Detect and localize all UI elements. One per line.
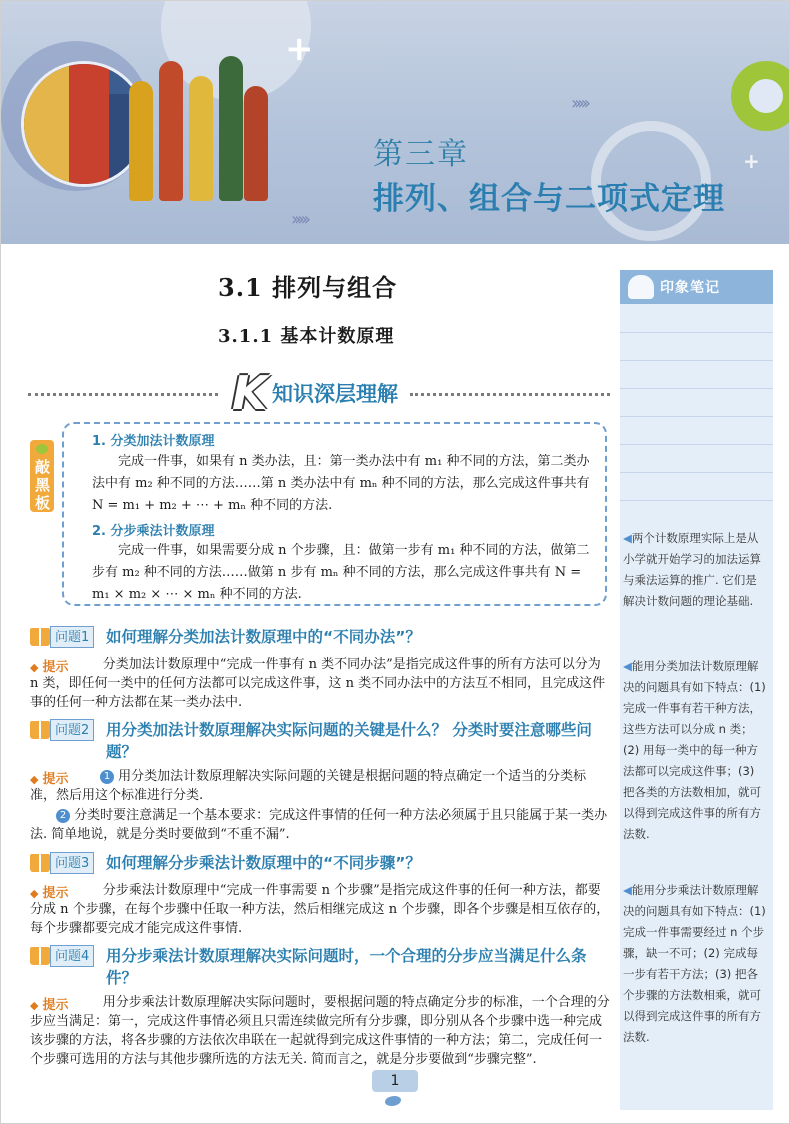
- knowledge-heading-1: 1. 分类加法计数原理: [92, 434, 215, 449]
- answer-1: 分类加法计数原理中“完成一件事有 n 类不同办法”是指完成这件事的所有方法可以分为 n 类，即任何一类中的任何方法都可以完成这件事，这 n 类不同办法中的方法互不相同，且完成这件事的任何一种方法都在某一类办法中.: [30, 657, 606, 710]
- answer-2a: [30, 767, 610, 805]
- deco-circle-green: [731, 61, 789, 131]
- question-tag: 问题2: [50, 719, 94, 741]
- sidebar-title: 印象笔记: [660, 280, 720, 296]
- section-title: 3.1 排列与组合: [218, 273, 398, 302]
- chapter-label: 第三章: [373, 137, 469, 172]
- sidebar-header: [620, 270, 773, 304]
- question-text: 用分类加法计数原理解决实际问题的关键是什么？ 分类时要注意哪些问题？: [106, 721, 592, 761]
- sidebar-note-text: 两个计数原理实际上是从小学就开始学习的加法运算与乘法运算的推广. 它们是解决计数问题的理论基础.: [623, 531, 761, 608]
- plus-icon: +: [743, 149, 760, 173]
- answer-2a-text: 用分类加法计数原理解决实际问题的关键是根据问题的特点确定一个适当的分类标准，然后用这个标准进行分类.: [30, 769, 587, 803]
- question-tag: 问题4: [50, 945, 94, 967]
- question-tag: 问题3: [50, 852, 94, 874]
- question-tag: 问题1: [50, 626, 94, 648]
- chevrons-icon: ›››››: [291, 209, 307, 230]
- book-icon: [30, 628, 50, 646]
- side-tab-label: 敲黑板: [35, 458, 51, 512]
- hint-label: ◆ 提示: [30, 994, 68, 1013]
- divider: [410, 393, 610, 396]
- sidebar-note-text: 能用分步乘法计数原理解决的问题具有如下特点：(1) 完成一件事需要经过 n 个步骤，缺一不可；(2) 完成每一步有若干方法；(3) 把各个步骤的方法数相乘，就可以得到完成这件事的所有方法数.: [623, 883, 766, 1044]
- sidebar-note-2: [623, 656, 768, 845]
- utensils-icon: [119, 41, 269, 211]
- question-text: 如何理解分步乘法计数原理中的“不同步骤”？: [106, 854, 421, 872]
- sidebar-note-3: [623, 880, 768, 1048]
- knowledge-paragraph-1: 完成一件事，如果有 n 类办法，且：第一类办法中有 m₁ 种不同的方法，第二类办法中有 m₂ 种不同的方法……第 n 类办法中有 mₙ 种不同的方法，那么完成这件事共有 N = m₁ + m₂ + ⋯ + mₙ 种不同的方法.: [92, 454, 590, 513]
- hint-label: ◆ 提示: [30, 656, 68, 675]
- knowledge-banner-title: 知识深层理解: [272, 382, 398, 406]
- answer-2b: [30, 806, 610, 844]
- chapter-banner: [1, 1, 789, 244]
- arrow-icon: ◀: [623, 883, 632, 897]
- knowledge-paragraph-2: 完成一件事，如果需要分成 n 个步骤，且：做第一步有 m₁ 种不同的方法，做第二步有 m₂ 种不同的方法……做第 n 步有 mₙ 种不同的方法，那么完成这件事共有 N = m₁ × m₂ × ⋯ × mₙ 种不同的方法.: [92, 543, 590, 602]
- number-2-icon: 2: [56, 809, 70, 823]
- sidebar-note-text: 能用分类加法计数原理解决的问题具有如下特点：(1) 完成一件事有若干种方法，这些方法可以分成 n 类；(2) 用每一类中的每一种方法都可以完成这件事；(3) 把各类的方法数相加，就可以得到完成这件事的所有方法数.: [623, 659, 766, 841]
- question-text: 用分步乘法计数原理解决实际问题时，一个合理的分步应当满足什么条件？: [106, 947, 587, 987]
- hint-label: ◆ 提示: [30, 768, 68, 787]
- sidebar-note-1: [623, 528, 768, 612]
- chevrons-icon: ›››››: [571, 93, 587, 114]
- k-badge-icon: K: [232, 366, 268, 420]
- question-text: 如何理解分类加法计数原理中的“不同办法”？: [106, 628, 421, 646]
- hint-label: ◆ 提示: [30, 882, 68, 901]
- knowledge-heading-2: 2. 分步乘法计数原理: [92, 524, 215, 539]
- number-1-icon: 1: [100, 770, 114, 784]
- plus-icon: +: [285, 29, 314, 69]
- book-icon: [30, 947, 50, 965]
- book-icon: [30, 721, 50, 739]
- answer-4: 用分步乘法计数原理解决实际问题时，要根据问题的特点确定分步的标准，一个合理的分步应当满足：第一，完成这件事情必须且只需连续做完所有分步骤，即分别从各个步骤中选一种完成该步骤的方法，将各步骤的方法依次串联在一起就得到完成这件事情的一种方法；第二，完成任何一个步骤可选用的方法与其他步骤所选的方法无关. 简而言之，就是分步要做到“步骤完整”.: [30, 995, 610, 1067]
- book-icon: [30, 854, 50, 872]
- dot-icon: [36, 444, 48, 454]
- arrow-icon: ◀: [623, 659, 632, 673]
- answer-2b-text: 分类时要注意满足一个基本要求：完成这件事情的任何一种方法必须属于且只能属于某一类办法. 简单地说，就是分类时要做到“不重不漏”.: [30, 808, 608, 842]
- arrow-icon: ◀: [623, 531, 632, 545]
- divider: [28, 393, 218, 396]
- subsection-title: 3.1.1 基本计数原理: [218, 326, 395, 347]
- page-number: 1: [372, 1070, 418, 1092]
- answer-3: 分步乘法计数原理中“完成一件事需要 n 个步骤”是指完成这件事的任何一种方法，都要分成 n 个步骤，在每个步骤中任取一种方法，然后相继完成这 n 个步骤，即各个步骤是相互依存的，每个步骤都要完成才能完成这件事情.: [30, 883, 610, 936]
- chapter-title: 排列、组合与二项式定理: [373, 181, 725, 217]
- elephant-icon: [628, 275, 654, 299]
- side-tab: [30, 440, 54, 512]
